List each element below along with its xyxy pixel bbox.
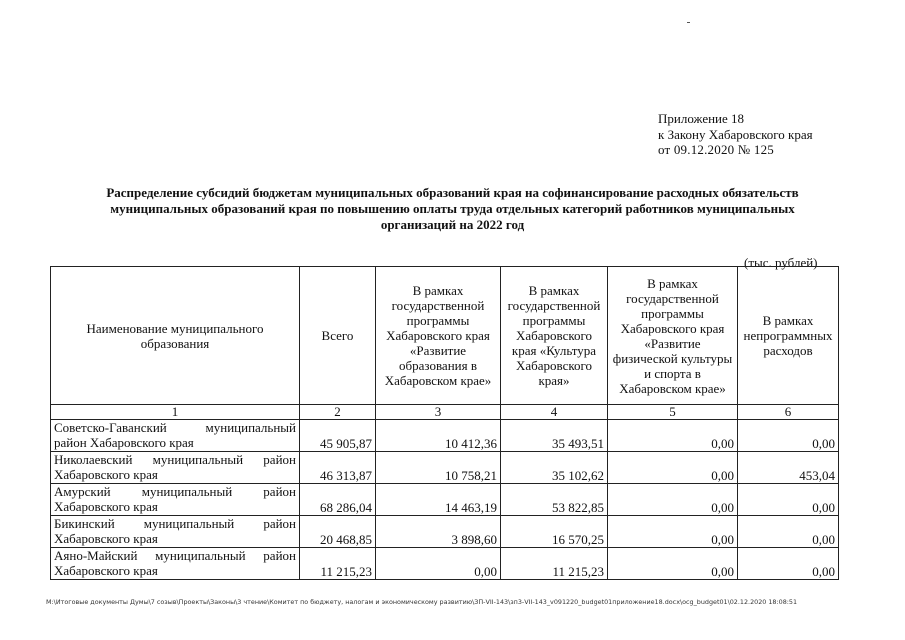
row-name: Советско-Гаванский муниципальный район Хабаровского края: [51, 420, 300, 452]
row-total: 11 215,23: [300, 548, 376, 580]
row-education: 10 412,36: [376, 420, 501, 452]
table-row: [51, 548, 839, 580]
row-sport: 0,00: [608, 452, 738, 484]
header-total: Всего: [300, 267, 376, 405]
row-education: 0,00: [376, 548, 501, 580]
row-name: Амурский муниципальный район Хабаровского края: [51, 484, 300, 516]
row-name: Аяно-Майский муниципальный район Хабаровского края: [51, 548, 300, 580]
row-education: 3 898,60: [376, 516, 501, 548]
table-header-row: [51, 267, 839, 405]
table-row: [51, 452, 839, 484]
row-name: Бикинский муниципальный район Хабаровского края: [51, 516, 300, 548]
row-sport: 0,00: [608, 548, 738, 580]
row-nonprogram: 0,00: [738, 548, 839, 580]
header-education: В рамках государственной программы Хабаровского края «Развитие образования в Хабаровском крае»: [376, 267, 501, 405]
file-path-footer: M:\Итоговые документы Думы\7 созыв\Проекты\Законы\3 чтение\Комитет по бюджету, налогам и экономическому развитию\ЗП-VII-143\зп3-VII-143_v091220_budget01приложение18.docx\ocg_budget01\02.12.2020 18:08:51: [46, 598, 798, 606]
title-line-3: организаций на 2022 год: [380, 217, 525, 232]
row-education: 10 758,21: [376, 452, 501, 484]
row-name: Николаевский муниципальный район Хабаровского края: [51, 452, 300, 484]
appendix-header: [658, 111, 813, 158]
row-education: 14 463,19: [376, 484, 501, 516]
row-nonprogram: 0,00: [738, 420, 839, 452]
row-nonprogram: 0,00: [738, 484, 839, 516]
row-total: 46 313,87: [300, 452, 376, 484]
table-row: [51, 484, 839, 516]
row-sport: 0,00: [608, 420, 738, 452]
header-culture: В рамках государственной программы Хабаровского края «Культура Хабаровского края»: [501, 267, 608, 405]
column-number: 3: [376, 405, 501, 420]
row-nonprogram: 0,00: [738, 516, 839, 548]
column-number-row: [51, 405, 839, 420]
column-number: 5: [608, 405, 738, 420]
row-culture: 53 822,85: [501, 484, 608, 516]
title-line-2: муниципальных образований края по повышению оплаты труда отдельных категорий работников муниципальных: [110, 201, 795, 216]
appendix-line-2: к Закону Хабаровского края: [658, 126, 813, 142]
row-culture: 35 493,51: [501, 420, 608, 452]
subsidy-table: [50, 266, 839, 580]
header-sport: В рамках государственной программы Хабаровского края «Развитие физической культуры и спорта в Хабаровском крае»: [608, 267, 738, 405]
row-culture: 35 102,62: [501, 452, 608, 484]
document-title: [40, 185, 865, 233]
row-sport: 0,00: [608, 516, 738, 548]
table-row: [51, 420, 839, 452]
row-culture: 11 215,23: [501, 548, 608, 580]
table-row: [51, 516, 839, 548]
units-label: (тыс. рублей): [744, 255, 818, 270]
column-number: 2: [300, 405, 376, 420]
row-sport: 0,00: [608, 484, 738, 516]
column-number: 1: [51, 405, 300, 420]
row-total: 45 905,87: [300, 420, 376, 452]
title-line-1: Распределение субсидий бюджетам муниципальных образований края на софинансирование расходных обязательств: [106, 185, 799, 200]
row-total: 68 286,04: [300, 484, 376, 516]
appendix-line-3: от 09.12.2020 № 125: [658, 142, 774, 157]
header-nonprogram: В рамках непрограммных расходов: [738, 267, 839, 405]
row-nonprogram: 453,04: [738, 452, 839, 484]
header-name: Наименование муниципального образования: [51, 267, 300, 405]
row-total: 20 468,85: [300, 516, 376, 548]
scan-speck: [687, 22, 690, 23]
appendix-line-1: Приложение 18: [658, 111, 745, 126]
row-culture: 16 570,25: [501, 516, 608, 548]
column-number: 4: [501, 405, 608, 420]
column-number: 6: [738, 405, 839, 420]
